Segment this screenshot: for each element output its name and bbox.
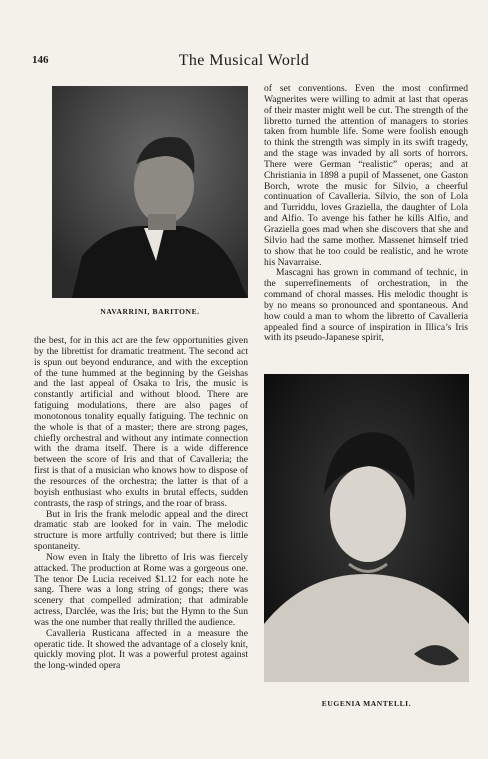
- caption-eugenia-mantelli: EUGENIA MANTELLI.: [321, 699, 412, 708]
- paragraph: But in Iris the frank melodic appeal and the direct dramatic stab are looked for in vain. The melodic structure is more artfully contrived; but there is little spontaneity.: [34, 508, 248, 553]
- paragraph: Mascagni has grown in command of technic, in the superrefinements of orchestration, in the command of choral masses. His melodic thought is by no means so pronounced and spontaneous. And how could a man to whom the libretto of Cavalleria appealed find a source of inspiration in Illica’s Iris with its pseudo-Japanese spirit,: [264, 267, 468, 344]
- paragraph: Cavalleria Rusticana affected in a measure the operatic tide. It showed the advantage of a closely knit, quickly moving plot. It was a powerful protest against the long-winded opera: [34, 627, 248, 672]
- paragraph: the best, for in this act are the few opportunities given by the librettist for dramatic treatment. The second act is spun out beyond endurance, and with the exception of the tune hummed at the beginning by the Geishas and the last appeal of Osaka to Iris, the music is constantly artificial and without blood. There are fatiguing modulations, there are also pages of monotonous tonality equally fatiguing. The technic on the whole is that of a master; there are strong pages, chiefly orchestral and without any intimate connection with the drama itself. There is a wide difference between the score of Iris and that of Cavalleria; the first is that of a musician who knows how to dispose of the resources of the orchestra; the latter is that of a boyish enthusiast who exults in brutal effects, sudden contrasts, the rasp of strings, and the roar of brass.: [34, 335, 248, 509]
- page-number: 146: [32, 54, 49, 66]
- running-head-title: The Musical World: [178, 52, 310, 69]
- paragraph: of set conventions. Even the most confirmed Wagnerites were willing to admit at last that operas of their master might well be cut. The strength of the libretto turned the attention of managers to stories taken from humble life. Some were foolish enough to think the strength was simply in its swift tragedy, and the stage was invaded by all sorts of horrors. There were German “realistic” operas; and at Christiania in 1898 a pupil of Massenet, one Gaston Borch, wrote the music for Silvio, a cheerful continuation of Cavalleria. Silvio, the son of Lola and Turriddu, loves Graziella, the daughter of Lola and Alfio. To avenge his father he kills Alfio, and Graziella goes mad when she discovers that she and Silvio had the same mother. Massenet himself tried to show that he too could be realistic, and he wrote his Navarraise.: [264, 83, 468, 268]
- right-column-top-text: [264, 84, 468, 344]
- paragraph: Now even in Italy the libretto of Iris was fiercely attacked. The production at Rome was a gorgeous one. The tenor De Lucia received $1.12 for each note he sang. There was a long string of gongs; there was scenery that compelled admiration; that admirable actress, Darclée, was the Iris; but the Hymn to the Sun was the one number that really thrilled the audience.: [34, 551, 248, 628]
- portrait-eugenia-mantelli: [264, 374, 469, 682]
- portrait-navarrini: [52, 86, 248, 298]
- caption-navarrini: NAVARRINI, BARITONE.: [100, 307, 200, 316]
- left-column-text: [34, 336, 248, 672]
